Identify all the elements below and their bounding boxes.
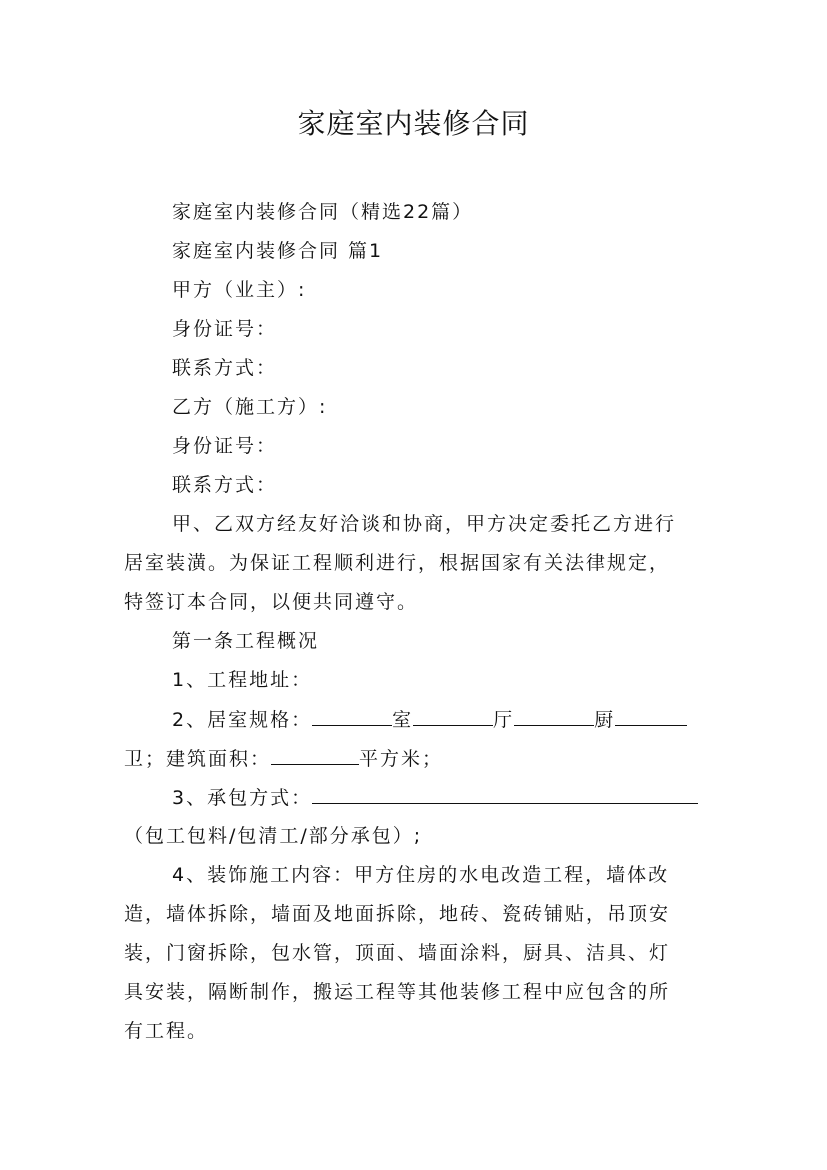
construction-content-line: 装，门窗拆除，包水管，顶面、墙面涂料，厨具、洁具、灯 [124,942,671,964]
bathroom-area-label: 卫；建筑面积： [124,748,272,770]
intro-paragraph-line: 甲、乙双方经友好洽谈和协商，甲方决定委托乙方进行 [172,513,677,535]
item-contract-type [172,785,772,810]
room-blank [312,707,392,726]
party-b-contact-label: 联系方式： [172,474,278,496]
area-unit: 平方米； [359,748,444,770]
construction-content-line: 有工程。 [124,1020,209,1042]
party-a-label: 甲方（业主）: [172,279,307,301]
article-heading: 第一条工程概况 [172,630,320,652]
construction-content-line: 造，墙体拆除，墙面及地面拆除，地砖、瓷砖铺贴，吊顶安 [124,903,671,925]
room-unit: 室 [392,709,414,731]
kitchen-unit: 厨 [594,709,616,731]
intro-paragraph-line: 居室装潢。为保证工程顺利进行，根据国家有关法律规定， [124,552,671,574]
party-b-id-label: 身份证号： [172,435,278,457]
section-heading: 家庭室内装修合同 篇1 [172,240,384,262]
party-a-id-label: 身份证号： [172,318,278,340]
contract-type-blank [312,785,698,804]
hall-unit: 厅 [493,709,515,731]
item-room-spec-label: 2、居室规格： [172,709,313,731]
item-room-spec [172,707,772,732]
document-subtitle: 家庭室内装修合同（精选22篇） [172,201,474,223]
item-area [124,746,724,771]
item-address: 1、工程地址： [172,669,313,691]
item-construction-content: 4、装饰施工内容：甲方住房的水电改造工程，墙体改 [172,864,670,886]
bathroom-blank [615,707,687,726]
contract-type-options: （包工包料/包清工/部分承包）; [124,825,423,847]
party-a-contact-label: 联系方式： [172,357,278,379]
area-blank [271,746,359,765]
hall-blank [413,707,493,726]
intro-paragraph-line: 特签订本合同，以便共同遵守。 [124,591,419,613]
kitchen-blank [514,707,594,726]
party-b-label: 乙方（施工方）: [172,396,328,418]
document-title: 家庭室内装修合同 [297,107,530,140]
construction-content-line: 具安装，隔断制作，搬运工程等其他装修工程中应包含的所 [124,981,671,1003]
contract-type-label: 3、承包方式： [172,787,313,809]
